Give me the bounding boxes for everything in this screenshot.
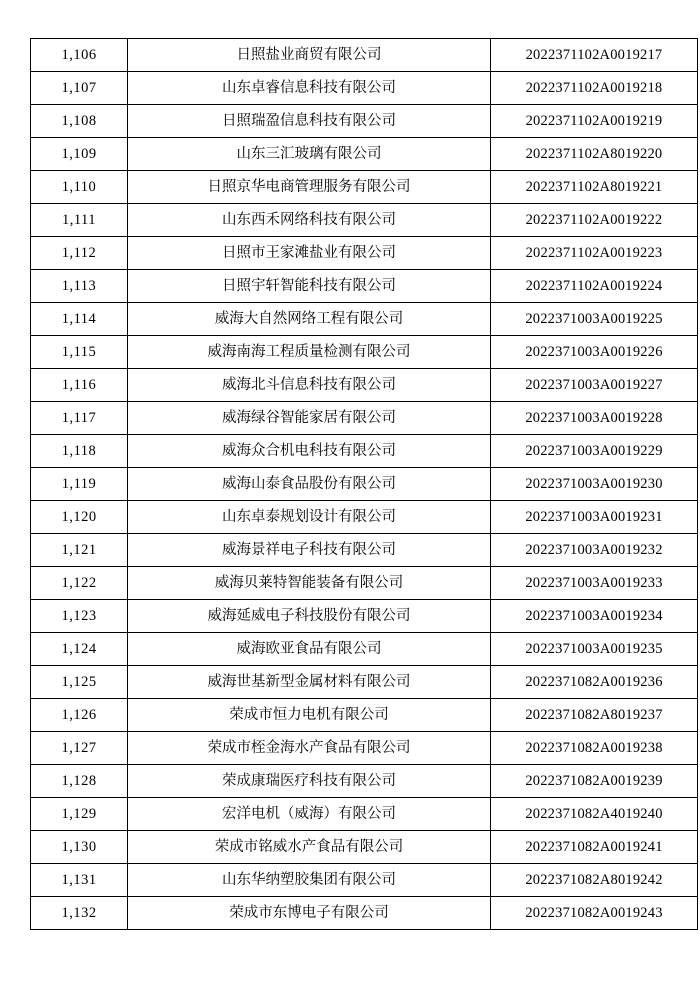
table-row <box>31 468 698 501</box>
row-index: 1,119 <box>31 468 128 501</box>
row-index: 1,122 <box>31 567 128 600</box>
table-row <box>31 765 698 798</box>
table-row <box>31 336 698 369</box>
table-row <box>31 798 698 831</box>
table-row <box>31 534 698 567</box>
row-index: 1,123 <box>31 600 128 633</box>
row-index: 1,127 <box>31 732 128 765</box>
table-row <box>31 303 698 336</box>
registration-code: 2022371102A8019220 <box>491 138 698 171</box>
table-row <box>31 270 698 303</box>
registration-code: 2022371003A0019230 <box>491 468 698 501</box>
registration-code: 2022371082A0019238 <box>491 732 698 765</box>
table-row <box>31 435 698 468</box>
row-index: 1,106 <box>31 39 128 72</box>
enterprise-name: 荣成市铭威水产食品有限公司 <box>128 831 491 864</box>
registration-code: 2022371082A0019241 <box>491 831 698 864</box>
enterprise-name: 威海绿谷智能家居有限公司 <box>128 402 491 435</box>
enterprise-name: 威海世基新型金属材料有限公司 <box>128 666 491 699</box>
table-row <box>31 831 698 864</box>
registration-code: 2022371003A0019229 <box>491 435 698 468</box>
enterprise-name: 威海欧亚食品有限公司 <box>128 633 491 666</box>
enterprise-name: 日照盐业商贸有限公司 <box>128 39 491 72</box>
enterprise-name: 日照市王家滩盐业有限公司 <box>128 237 491 270</box>
table-row <box>31 897 698 930</box>
table-row <box>31 567 698 600</box>
table-row <box>31 72 698 105</box>
row-index: 1,117 <box>31 402 128 435</box>
row-index: 1,109 <box>31 138 128 171</box>
row-index: 1,131 <box>31 864 128 897</box>
registration-code: 2022371102A8019221 <box>491 171 698 204</box>
enterprise-name: 荣成市东博电子有限公司 <box>128 897 491 930</box>
enterprise-name: 山东华纳塑胶集团有限公司 <box>128 864 491 897</box>
registration-code: 2022371102A0019222 <box>491 204 698 237</box>
row-index: 1,113 <box>31 270 128 303</box>
enterprise-name: 日照京华电商管理服务有限公司 <box>128 171 491 204</box>
enterprise-name: 山东三汇玻璃有限公司 <box>128 138 491 171</box>
enterprise-name: 威海大自然网络工程有限公司 <box>128 303 491 336</box>
row-index: 1,115 <box>31 336 128 369</box>
registration-code: 2022371082A8019242 <box>491 864 698 897</box>
registration-code: 2022371003A0019225 <box>491 303 698 336</box>
registration-code: 2022371003A0019235 <box>491 633 698 666</box>
enterprise-name: 威海延威电子科技股份有限公司 <box>128 600 491 633</box>
registration-code: 2022371003A0019227 <box>491 369 698 402</box>
row-index: 1,121 <box>31 534 128 567</box>
row-index: 1,114 <box>31 303 128 336</box>
enterprise-name: 威海贝莱特智能装备有限公司 <box>128 567 491 600</box>
table-row <box>31 732 698 765</box>
row-index: 1,128 <box>31 765 128 798</box>
registration-code: 2022371003A0019234 <box>491 600 698 633</box>
row-index: 1,110 <box>31 171 128 204</box>
row-index: 1,111 <box>31 204 128 237</box>
registration-code: 2022371082A0019239 <box>491 765 698 798</box>
table-row <box>31 501 698 534</box>
registration-code: 2022371102A0019223 <box>491 237 698 270</box>
row-index: 1,132 <box>31 897 128 930</box>
table-row <box>31 105 698 138</box>
table-row <box>31 138 698 171</box>
table-row <box>31 369 698 402</box>
table-row <box>31 237 698 270</box>
table-row <box>31 171 698 204</box>
enterprise-name: 威海山泰食品股份有限公司 <box>128 468 491 501</box>
enterprise-name: 日照宇轩智能科技有限公司 <box>128 270 491 303</box>
enterprise-name: 山东卓睿信息科技有限公司 <box>128 72 491 105</box>
row-index: 1,129 <box>31 798 128 831</box>
row-index: 1,120 <box>31 501 128 534</box>
table-row <box>31 699 698 732</box>
registration-code: 2022371082A4019240 <box>491 798 698 831</box>
row-index: 1,118 <box>31 435 128 468</box>
table-body <box>31 39 698 930</box>
registration-code: 2022371082A0019243 <box>491 897 698 930</box>
row-index: 1,107 <box>31 72 128 105</box>
registration-code: 2022371003A0019228 <box>491 402 698 435</box>
row-index: 1,124 <box>31 633 128 666</box>
enterprise-name: 宏洋电机（威海）有限公司 <box>128 798 491 831</box>
registration-code: 2022371082A0019236 <box>491 666 698 699</box>
row-index: 1,130 <box>31 831 128 864</box>
row-index: 1,112 <box>31 237 128 270</box>
registration-code: 2022371082A8019237 <box>491 699 698 732</box>
enterprise-name: 山东卓泰规划设计有限公司 <box>128 501 491 534</box>
registration-code: 2022371003A0019226 <box>491 336 698 369</box>
table-row <box>31 39 698 72</box>
enterprise-name: 日照瑞盈信息科技有限公司 <box>128 105 491 138</box>
table-row <box>31 633 698 666</box>
table-row <box>31 204 698 237</box>
enterprise-registration-table <box>30 38 698 930</box>
enterprise-name: 威海众合机电科技有限公司 <box>128 435 491 468</box>
registration-code: 2022371102A0019217 <box>491 39 698 72</box>
row-index: 1,108 <box>31 105 128 138</box>
enterprise-name: 威海南海工程质量检测有限公司 <box>128 336 491 369</box>
registration-code: 2022371003A0019232 <box>491 534 698 567</box>
table-row <box>31 864 698 897</box>
enterprise-name: 荣成市桎金海水产食品有限公司 <box>128 732 491 765</box>
registration-code: 2022371102A0019219 <box>491 105 698 138</box>
table-row <box>31 666 698 699</box>
enterprise-name: 山东西禾网络科技有限公司 <box>128 204 491 237</box>
enterprise-name: 荣成市恒力电机有限公司 <box>128 699 491 732</box>
enterprise-name: 荣成康瑞医疗科技有限公司 <box>128 765 491 798</box>
enterprise-name: 威海景祥电子科技有限公司 <box>128 534 491 567</box>
registration-code: 2022371102A0019224 <box>491 270 698 303</box>
table-row <box>31 600 698 633</box>
row-index: 1,125 <box>31 666 128 699</box>
registration-code: 2022371003A0019231 <box>491 501 698 534</box>
row-index: 1,116 <box>31 369 128 402</box>
registration-code: 2022371102A0019218 <box>491 72 698 105</box>
row-index: 1,126 <box>31 699 128 732</box>
table-row <box>31 402 698 435</box>
registration-code: 2022371003A0019233 <box>491 567 698 600</box>
enterprise-name: 威海北斗信息科技有限公司 <box>128 369 491 402</box>
